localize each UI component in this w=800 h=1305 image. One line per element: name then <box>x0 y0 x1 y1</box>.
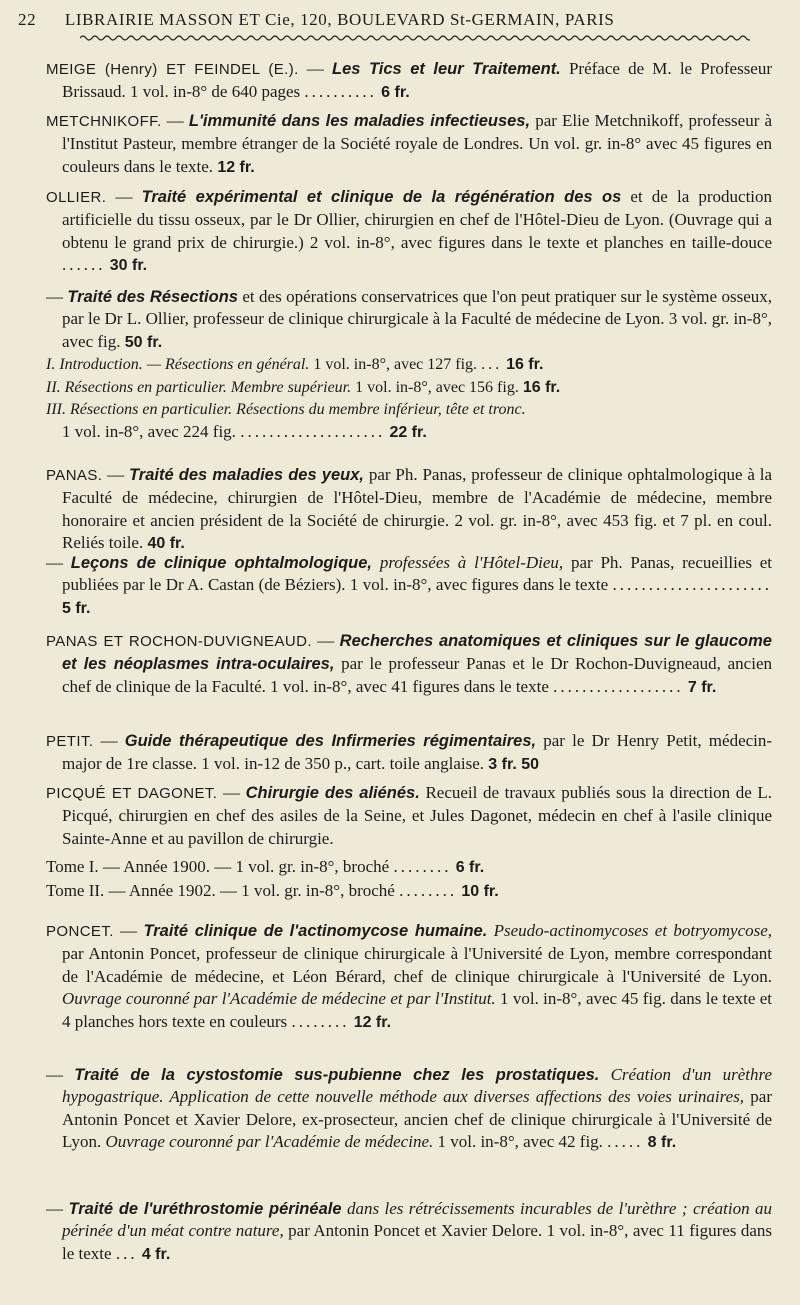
dash: — <box>115 187 133 206</box>
volume-title: I. Introduction. — Résections en général. <box>46 356 310 374</box>
entry-body-2: 1 vol. in-8°, avec 42 fig. <box>437 1132 603 1152</box>
entry-subtitle: Pseudo-actinomycoses et botryomycose, <box>493 921 773 940</box>
entry-award: Ouvrage couronné par l'Académie de médecine et par l'Institut. <box>62 989 496 1009</box>
entry-poncet-urethrostomie: — Traité de l'uréthrostomie périnéale dans les rétrécissements incurables de l'urèthre ; création au périnée d'un méat contre nature, par Antonin Poncet et Xavier Delore. 1 vol. in-8°, avec 11 figures dans le texte ... 4 fr. <box>46 1199 773 1263</box>
entry-author: MEIGE (Henry) ET FEINDEL (E.). <box>46 61 299 78</box>
tome-price: 10 fr. <box>461 882 499 900</box>
entry-body-2: 1 vol. in-8°, avec 45 fig. dans le texte et 4 planches hors texte en couleurs <box>62 989 772 1031</box>
entry-author: OLLIER. <box>46 189 107 206</box>
dash: — <box>317 631 335 650</box>
entry-author: PONCET. <box>46 923 114 940</box>
entry-body: et des opérations conservatrices que l'on peut pratiquer sur le système osseux, par le Dr L. Ollier, professeur de clinique chirurgicale à la Faculté de médecine de Lyon. 3 vol. gr. in-8°, avec fig. <box>62 287 773 351</box>
entry-title: Les Tics et leur Traitement. <box>332 60 561 78</box>
tome-line: Tome I. — Année 1900. — 1 vol. gr. in-8°, broché <box>46 857 390 877</box>
entry-subtitle: dans les rétrécissements incurables de l'urèthre ; création au périnée d'un méat contre nature, <box>62 1199 773 1241</box>
entry-body: par le professeur Panas et le Dr Rochon-Duvigneaud, ancien chef de clinique de la Faculté. 1 vol. in-8°, avec 41 figures dans le texte <box>62 654 773 696</box>
entry-price: 12 fr. <box>353 1013 392 1031</box>
dash: — <box>166 111 184 130</box>
entry-body: par Ph. Panas, recueillies et publiées par le Dr A. Castan (de Béziers). 1 vol. in-8°, avec figures dans le texte <box>62 553 773 595</box>
entry-panas-lecons: — Leçons de clinique ophtalmologique, professées à l'Hôtel-Dieu, par Ph. Panas, recueillies et publiées par le Dr A. Castan (de Béziers). 1 vol. in-8°, avec figures dans le texte ...................... 5 fr. <box>46 553 773 617</box>
entry-price: 6 fr. <box>381 84 410 102</box>
entry-title: Traité clinique de l'actinomycose humaine. <box>143 922 488 940</box>
dash: — <box>46 1065 63 1084</box>
entry-poncet-actinomycose: PONCET. — Traité clinique de l'actinomycose humaine. Pseudo-actinomycoses et botryomycose, par Antonin Poncet, professeur de clinique chirurgicale à l'Université de Lyon, membre correspondant de l'Académie de médecine, et Léon Bérard, chef de clinique chirurgicale à l'Université de Lyon. Ouvrage couronné par l'Académie de médecine et par l'Institut. 1 vol. in-8°, avec 45 fig. dans le texte et 4 planches hors texte en couleurs ........ 12 fr. <box>46 921 773 1031</box>
dash: — <box>100 731 118 750</box>
page-number: 22 <box>18 10 37 29</box>
entry-award: Ouvrage couronné par l'Académie de médecine. <box>105 1132 434 1152</box>
entry-price: 30 fr. <box>109 257 148 275</box>
wavy-rule <box>80 34 750 42</box>
entry-body: Recueil de travaux publiés sous la direction de L. Picqué, chirurgien en chef des asiles de la Seine, et Jules Dagonet, médecin en chef à l'asile clinique Sainte-Anne et au pavillon de chirurgie. <box>62 783 773 848</box>
volume-price: 16 fr. <box>506 356 544 374</box>
volume-price: 22 fr. <box>389 424 427 442</box>
volume-title: II. Résections en particulier. Membre supérieur. <box>46 378 352 396</box>
entry-subtitle: Création d'un urèthre hypogastrique. Application de cette nouvelle méthode aux diverses affections des voies urinaires, <box>62 1065 772 1107</box>
tome-line: Tome II. — Année 1902. — 1 vol. gr. in-8°, broché <box>46 880 395 900</box>
entry-body: Préface de M. le Professeur Brissaud. 1 vol. in-8° de 640 pages <box>62 59 773 102</box>
volume-body: 1 vol. in-8°, avec 224 fig. <box>62 422 236 442</box>
entry-poncet-cystostomie: — Traité de la cystostomie sus-pubienne chez les prostatiques. Création d'un urèthre hypogastrique. Application de cette nouvelle méthode aux diverses affections des voies urinaires, par Antonin Poncet et Xavier Delore, ex-prosecteur, ancien chef de clinique chirurgicale à l'Université de Lyon. Ouvrage couronné par l'Académie de médecine. 1 vol. in-8°, avec 42 fig. ..... 8 fr. <box>46 1065 772 1152</box>
entry-author: PANAS ET ROCHON-DUVIGNEAUD. <box>46 633 312 650</box>
dash: — <box>46 1199 63 1218</box>
entry-panas-rochon: PANAS ET ROCHON-DUVIGNEAUD. — Recherches anatomiques et cliniques sur le glaucome et les néoplasmes intra-oculaires, par le professeur Panas et le Dr Rochon-Duvigneaud, ancien chef de clinique de la Faculté. 1 vol. in-8°, avec 41 figures dans le texte .................. 7 fr. <box>46 631 773 696</box>
entry-price: 7 fr. <box>687 678 717 696</box>
publisher-line: LIBRAIRIE MASSON ET Cie, 120, BOULEVARD St-GERMAIN, PARIS <box>64 10 615 29</box>
dash: — <box>306 59 324 78</box>
entry-ollier-regeneration: OLLIER. — Traité expérimental et clinique de la régénération des os et de la production artificielle du tissu osseux, par le Dr Ollier, chirurgien en chef de l'Hôtel-Dieu de Lyon. (Ouvrage qui a obtenu le grand prix de chirurgie.) 2 vol. in-8°, avec figures dans le texte et planches en taille-douce ...... 30 fr. <box>46 187 773 275</box>
volume-price: 16 fr. <box>522 378 561 396</box>
entry-body: par le Dr Henry Petit, médecin-major de 1re classe. 1 vol. in-12 de 350 p., cart. toile anglaise. <box>62 731 773 774</box>
entry-title: Traité de l'uréthrostomie périnéale <box>68 1200 342 1218</box>
entry-body: par Elie Metchnikoff, professeur à l'Institut Pasteur, membre étranger de la Société royale de Londres. Un vol. gr. in-8° avec 45 figures en couleurs dans le texte. <box>62 111 773 176</box>
entry-price: 8 fr. <box>647 1134 677 1152</box>
entry-title: Traité des Résections <box>67 288 238 306</box>
entry-metchnikoff <box>30 110 772 179</box>
dash: — <box>46 287 63 306</box>
entry-body-italic: professées à l'Hôtel-Dieu, <box>379 553 564 572</box>
entry-body: par Antonin Poncet, professeur de clinique chirurgicale à l'Université de Lyon, membre correspondant de l'Académie de médecine, et Léon Bérard, chef de clinique chirurgicale à l'Université de Lyon. <box>62 944 772 986</box>
dash: — <box>46 553 63 572</box>
entry-title: Traité de la cystostomie sus-pubienne chez les prostatiques. <box>74 1066 600 1084</box>
entry-title: L'immunité dans les maladies infectieuses, <box>188 112 531 130</box>
entry-title: Leçons de clinique ophtalmologique, <box>70 554 373 572</box>
dash: — <box>107 465 125 484</box>
entry-body: par Antonin Poncet et Xavier Delore, ex-prosecteur, ancien chef de clinique chirurgicale à l'Université de Lyon. <box>62 1087 772 1152</box>
entry-price: 3 fr. 50 <box>488 756 539 774</box>
entry-body: et de la production artificielle du tissu osseux, par le Dr Ollier, chirurgien en chef de l'Hôtel-Dieu de Lyon. (Ouvrage qui a obtenu le grand prix de chirurgie.) 2 vol. in-8°, avec figures dans le texte et planches en taille-douce <box>62 187 773 252</box>
entry-title: Traité des maladies des yeux, <box>129 466 365 484</box>
entry-author: PETIT. <box>46 733 94 750</box>
volume-body: 1 vol. in-8°, avec 156 fig. <box>355 378 519 396</box>
entry-price: 4 fr. <box>141 1245 171 1263</box>
entry-body: par Ph. Panas, professeur de clinique ophtalmologique à la Faculté de médecine, chirurgien de l'Hôtel-Dieu, membre de l'Académie de médecine, membre honoraire et ancien président de la Société de chirurgie. 2 vol. gr. in-8°, avec 453 fig. et 7 pl. en coul. Reliés toile. <box>62 465 773 553</box>
entry-title: Chirurgie des aliénés. <box>245 784 420 802</box>
dash: — <box>120 921 138 940</box>
entry-petit <box>30 730 772 777</box>
entry-panas-yeux <box>30 464 772 556</box>
dash: — <box>222 783 240 802</box>
entry-body: par Antonin Poncet et Xavier Delore. 1 vol. in-8°, avec 11 figures dans le texte <box>62 1221 773 1263</box>
entry-title: Traité expérimental et clinique de la régénération des os <box>141 188 622 206</box>
entry-title: Guide thérapeutique des Infirmeries régimentaires, <box>124 732 537 750</box>
entry-price: 5 fr. <box>62 599 91 617</box>
entry-meige: MEIGE (Henry) ET FEINDEL (E.). — Les Tics et leur Traitement. Préface de M. le Professeur Brissaud. 1 vol. in-8° de 640 pages .......... 6 fr. <box>46 59 773 102</box>
running-header <box>18 10 778 30</box>
entry-price: 40 fr. <box>147 535 185 553</box>
entry-price: 50 fr. <box>124 333 163 351</box>
entry-title: Recherches anatomiques et cliniques sur le glaucome et les néoplasmes intra-oculaires, <box>62 632 772 674</box>
entry-picque-dagonet: PICQUÉ ET DAGONET. — Chirurgie des aliénés. Recueil de travaux publiés sous la direction de L. Picqué, chirurgien en chef des asiles de la Seine, et Jules Dagonet, médecin en chef à l'asile clinique Sainte-Anne et au pavillon de chirurgie. Tome I. — Année 1900. — 1 vol. gr. in-8°, broché ........ 6 fr. Tome II. — Année 1902. — 1 vol. gr. in-8°, broché ........ 10 fr. <box>46 783 773 900</box>
entry-author: METCHNIKOFF. <box>46 113 162 130</box>
entry-author: PICQUÉ ET DAGONET. <box>46 785 218 802</box>
volume-title: III. Résections en particulier. Résections du membre inférieur, tête et tronc. <box>46 401 526 419</box>
entry-ollier-resections: — Traité des Résections et des opérations conservatrices que l'on peut pratiquer sur le système osseux, par le Dr L. Ollier, professeur de clinique chirurgicale à la Faculté de médecine de Lyon. 3 vol. gr. in-8°, avec fig. 50 fr. I. Introduction. — Résections en général. 1 vol. in-8°, avec 127 fig. ... 16 fr. II. Résections en particulier. Membre supérieur. 1 vol. in-8°, avec 156 fig. 16 fr. III. Résections en particulier. Résections du membre inférieur, tête et tronc. 1 vol. in-8°, avec 224 fig. .................... 22 fr. <box>30 286 772 445</box>
volume-body: 1 vol. in-8°, avec 127 fig. <box>313 356 478 374</box>
entry-author: PANAS. <box>46 467 103 484</box>
entry-price: 12 fr. <box>217 158 255 176</box>
tome-price: 6 fr. <box>455 859 485 877</box>
